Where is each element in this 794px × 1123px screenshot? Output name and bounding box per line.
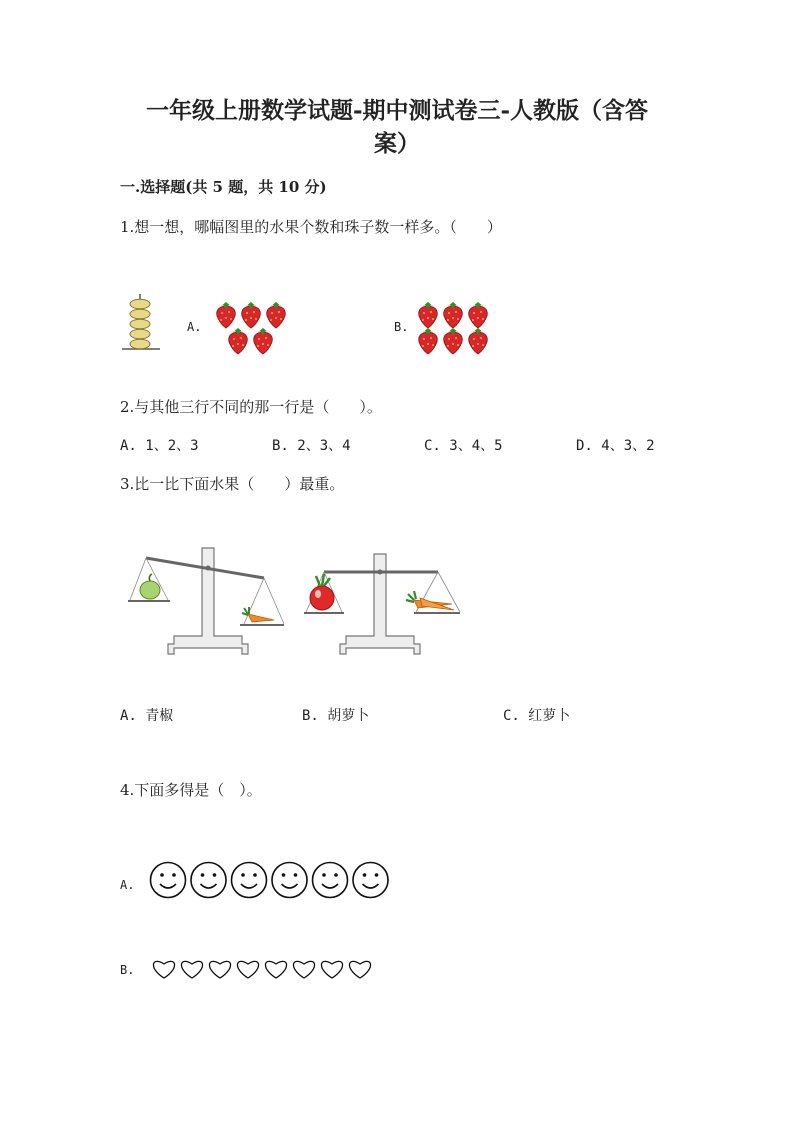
q3-option-a[interactable]: A. 青椒 (120, 708, 174, 724)
q4-option-a-label[interactable]: A. (120, 878, 135, 892)
smiley-icon (151, 863, 186, 898)
bead (130, 319, 150, 329)
heart-icon (181, 961, 202, 978)
smiley-icon (353, 863, 388, 898)
strawberry-icon (419, 328, 438, 354)
q1-option-b-label[interactable]: B. (394, 320, 409, 334)
question-1-text: 1.想一想，哪幅图里的水果个数和珠子数一样多。（ ） (120, 218, 502, 236)
heart-icon (321, 961, 342, 978)
q4-option-b-hearts[interactable] (150, 956, 380, 982)
heart-icon (153, 961, 174, 978)
heart-icon (293, 961, 314, 978)
heart-icon (209, 961, 230, 978)
q1-option-a-label[interactable]: A. (187, 320, 202, 334)
q1-option-b-strawberries[interactable] (414, 300, 494, 356)
q1-option-a-strawberries[interactable] (212, 300, 292, 356)
strawberry-icon (444, 302, 463, 328)
q2-option-b[interactable]: B. 2、3、4 (272, 438, 351, 454)
title-line-2: 案） (374, 130, 420, 157)
bead (130, 299, 150, 309)
strawberry-icon (419, 302, 438, 328)
q4-option-a-smileys[interactable] (148, 860, 392, 900)
strawberry-icon (469, 328, 488, 354)
balance-scale-radish-carrot (302, 548, 466, 664)
heart-icon (237, 961, 258, 978)
q4-option-b-label[interactable]: B. (120, 963, 135, 977)
q2-option-c[interactable]: C. 3、4、5 (424, 438, 503, 454)
heart-icon (349, 961, 370, 978)
bead (130, 329, 150, 339)
strawberry-icon (267, 302, 286, 328)
section-heading: 一.选择题(共 5 题，共 10 分) (120, 178, 327, 196)
title-line-1: 一年级上册数学试题-期中测试卷三-人教版（含答 (145, 97, 649, 124)
smiley-icon (191, 863, 226, 898)
smiley-icon (272, 863, 307, 898)
heart-icon (265, 961, 286, 978)
q2-option-a[interactable]: A. 1、2、3 (120, 438, 199, 454)
smiley-icon (313, 863, 348, 898)
q2-option-d[interactable]: D. 4、3、2 (576, 438, 655, 454)
strawberry-icon (469, 302, 488, 328)
bead (130, 339, 150, 349)
strawberry-icon (229, 328, 248, 354)
abacus-beads-figure (120, 292, 160, 354)
question-4-text: 4.下面多得是（ ）。 (120, 781, 262, 799)
q3-option-b[interactable]: B. 胡萝卜 (302, 708, 370, 724)
strawberry-icon (254, 328, 273, 354)
strawberry-icon (242, 302, 261, 328)
balance-scale-pepper-carrot (124, 544, 288, 662)
question-3-text: 3.比一比下面水果（ ）最重。 (120, 475, 345, 493)
strawberry-icon (444, 328, 463, 354)
bead (130, 309, 150, 319)
smiley-icon (232, 863, 267, 898)
question-2-text: 2.与其他三行不同的那一行是（ ）。 (120, 398, 382, 416)
strawberry-icon (217, 302, 236, 328)
q3-option-c[interactable]: C. 红萝卜 (503, 708, 571, 724)
page-title (100, 94, 694, 160)
